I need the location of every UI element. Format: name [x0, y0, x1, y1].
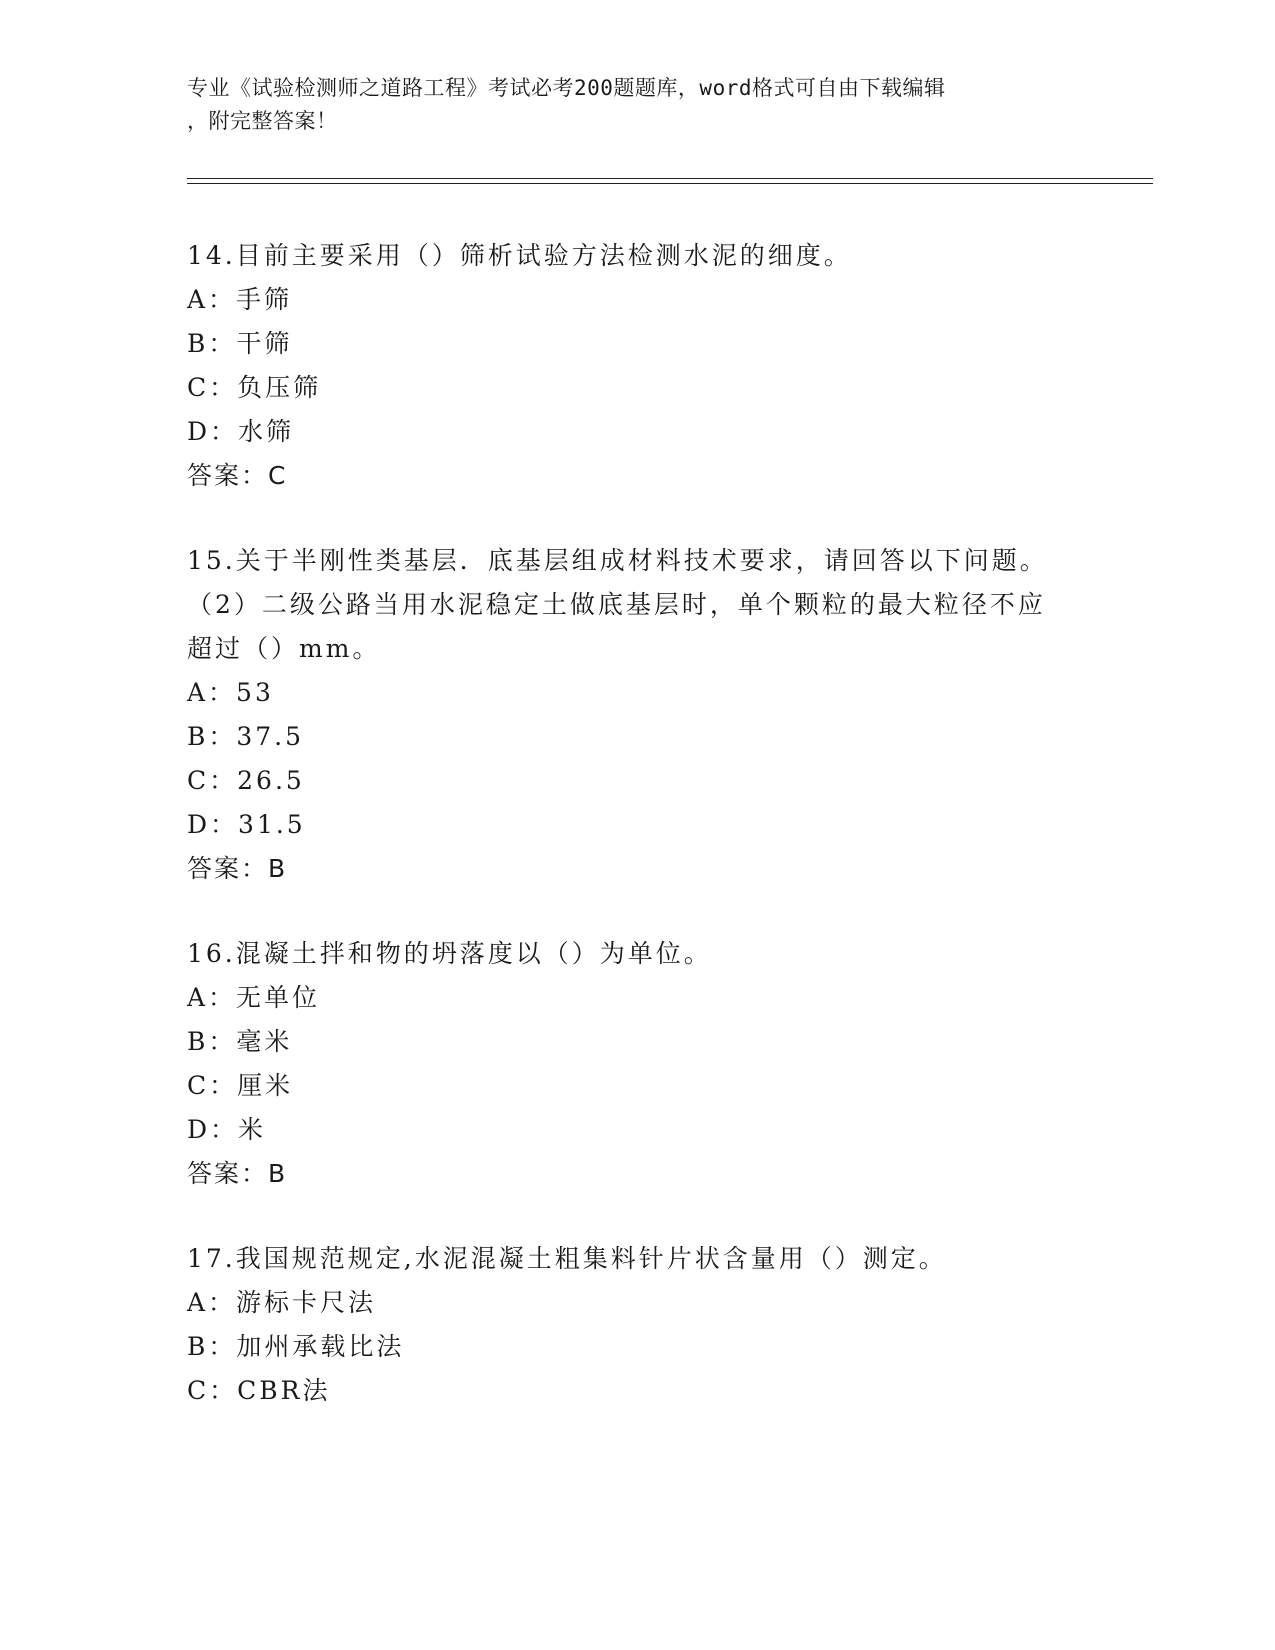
question-15-option-c: C：26.5: [187, 766, 305, 795]
question-15-text-line-3: 超过（）mm。: [187, 634, 381, 663]
question-15-option-a: A：53: [187, 678, 274, 707]
question-14-option-c: C：负压筛: [187, 373, 322, 402]
header-divider-top: [187, 178, 1153, 179]
question-15-option-d: D：31.5: [187, 810, 306, 839]
question-15-answer: 答案：B: [187, 854, 288, 883]
question-17-option-c: C：CBR法: [187, 1376, 331, 1405]
question-14-answer: 答案：C: [187, 461, 288, 490]
question-16-text: 16.混凝土拌和物的坍落度以（）为单位。: [187, 939, 712, 968]
question-17-option-a: A：游标卡尺法: [187, 1288, 377, 1317]
question-15-text-line-2: （2）二级公路当用水泥稳定土做底基层时，单个颗粒的最大粒径不应: [187, 590, 1046, 619]
question-15-option-b: B：37.5: [187, 722, 305, 751]
question-16-option-c: C：厘米: [187, 1071, 294, 1100]
question-16-option-d: D：米: [187, 1115, 267, 1144]
question-17-text: 17.我国规范规定,水泥混凝土粗集料针片状含量用（）测定。: [187, 1244, 947, 1273]
question-17-option-b: B：加州承载比法: [187, 1332, 405, 1361]
header-line-1: 专业《试验检测师之道路工程》考试必考200题题库，word格式可自由下载编辑: [187, 76, 946, 100]
document-header: [187, 72, 1067, 138]
header-line-2: ，附完整答案！: [187, 109, 338, 133]
question-14-option-a: A：手筛: [187, 285, 293, 314]
question-14-option-b: B：干筛: [187, 329, 293, 358]
question-16-option-b: B：毫米: [187, 1027, 293, 1056]
question-15-text-line-1: 15.关于半刚性类基层．底基层组成材料技术要求，请回答以下问题。: [187, 546, 1048, 575]
question-14-option-d: D：水筛: [187, 417, 295, 446]
question-16-answer: 答案：B: [187, 1159, 288, 1188]
question-16-option-a: A：无单位: [187, 983, 321, 1012]
question-14-text: 14.目前主要采用（）筛析试验方法检测水泥的细度。: [187, 241, 852, 270]
header-divider-bottom: [187, 183, 1153, 184]
